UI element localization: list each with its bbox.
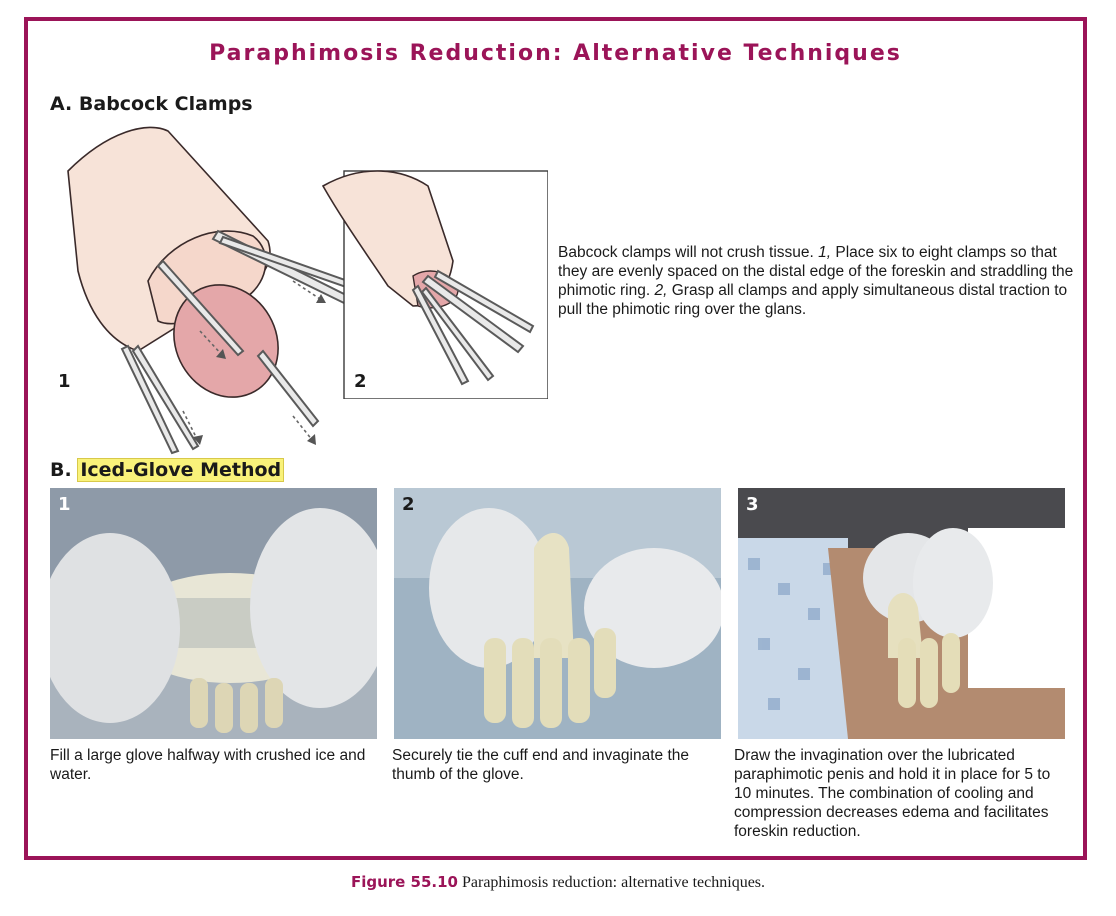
figure-caption — [0, 873, 1116, 892]
desc-part-2: Place six to eight clamps so that they are evenly spaced on the distal edge of the foreskin and straddling the phimotic ring. — [558, 244, 1074, 299]
babcock-illustration-2 — [318, 166, 548, 399]
desc-part-3: Grasp all clamps and apply simultaneous distal traction to pull the phimotic ring over the glans. — [558, 282, 1068, 318]
section-b-prefix: B. — [50, 459, 79, 481]
photo-3-caption: Draw the invagination over the lubricated paraphimotic penis and hold it in place for 5 to 10 minutes. The combination of cooling and compression decreases edema and facilitates foreskin reduction. — [734, 747, 1051, 840]
figure-title: Paraphimosis Reduction: Alternative Techniques — [209, 41, 902, 66]
figure-label: Figure 55.10 — [350, 873, 458, 891]
desc-step-1: 1, — [818, 244, 832, 261]
photo-3-number: 3 — [746, 494, 759, 515]
babcock-description — [558, 243, 1078, 319]
section-a-heading: A. Babcock Clamps — [50, 93, 253, 115]
panel-2-number: 2 — [354, 371, 367, 392]
section-b-highlight: Iced-Glove Method — [80, 459, 282, 481]
photo-1-caption: Fill a large glove halfway with crushed ice and water. — [50, 747, 366, 783]
desc-step-2: 2, — [654, 282, 668, 299]
photo-2-number: 2 — [402, 494, 415, 515]
photo-3 — [738, 488, 1065, 739]
photo-1-number: 1 — [58, 494, 71, 515]
photo-2-caption: Securely tie the cuff end and invaginate the thumb of the glove. — [392, 747, 690, 783]
panel-1-number: 1 — [58, 371, 71, 392]
photo-1 — [50, 488, 377, 739]
photo-2 — [394, 488, 721, 739]
section-b-heading — [50, 459, 283, 481]
figure-caption-text: Paraphimosis reduction: alternative techniques. — [458, 874, 766, 891]
figure-frame — [24, 17, 1087, 860]
desc-part-1: Babcock clamps will not crush tissue. — [558, 244, 819, 261]
babcock-illustration-1 — [48, 121, 348, 456]
